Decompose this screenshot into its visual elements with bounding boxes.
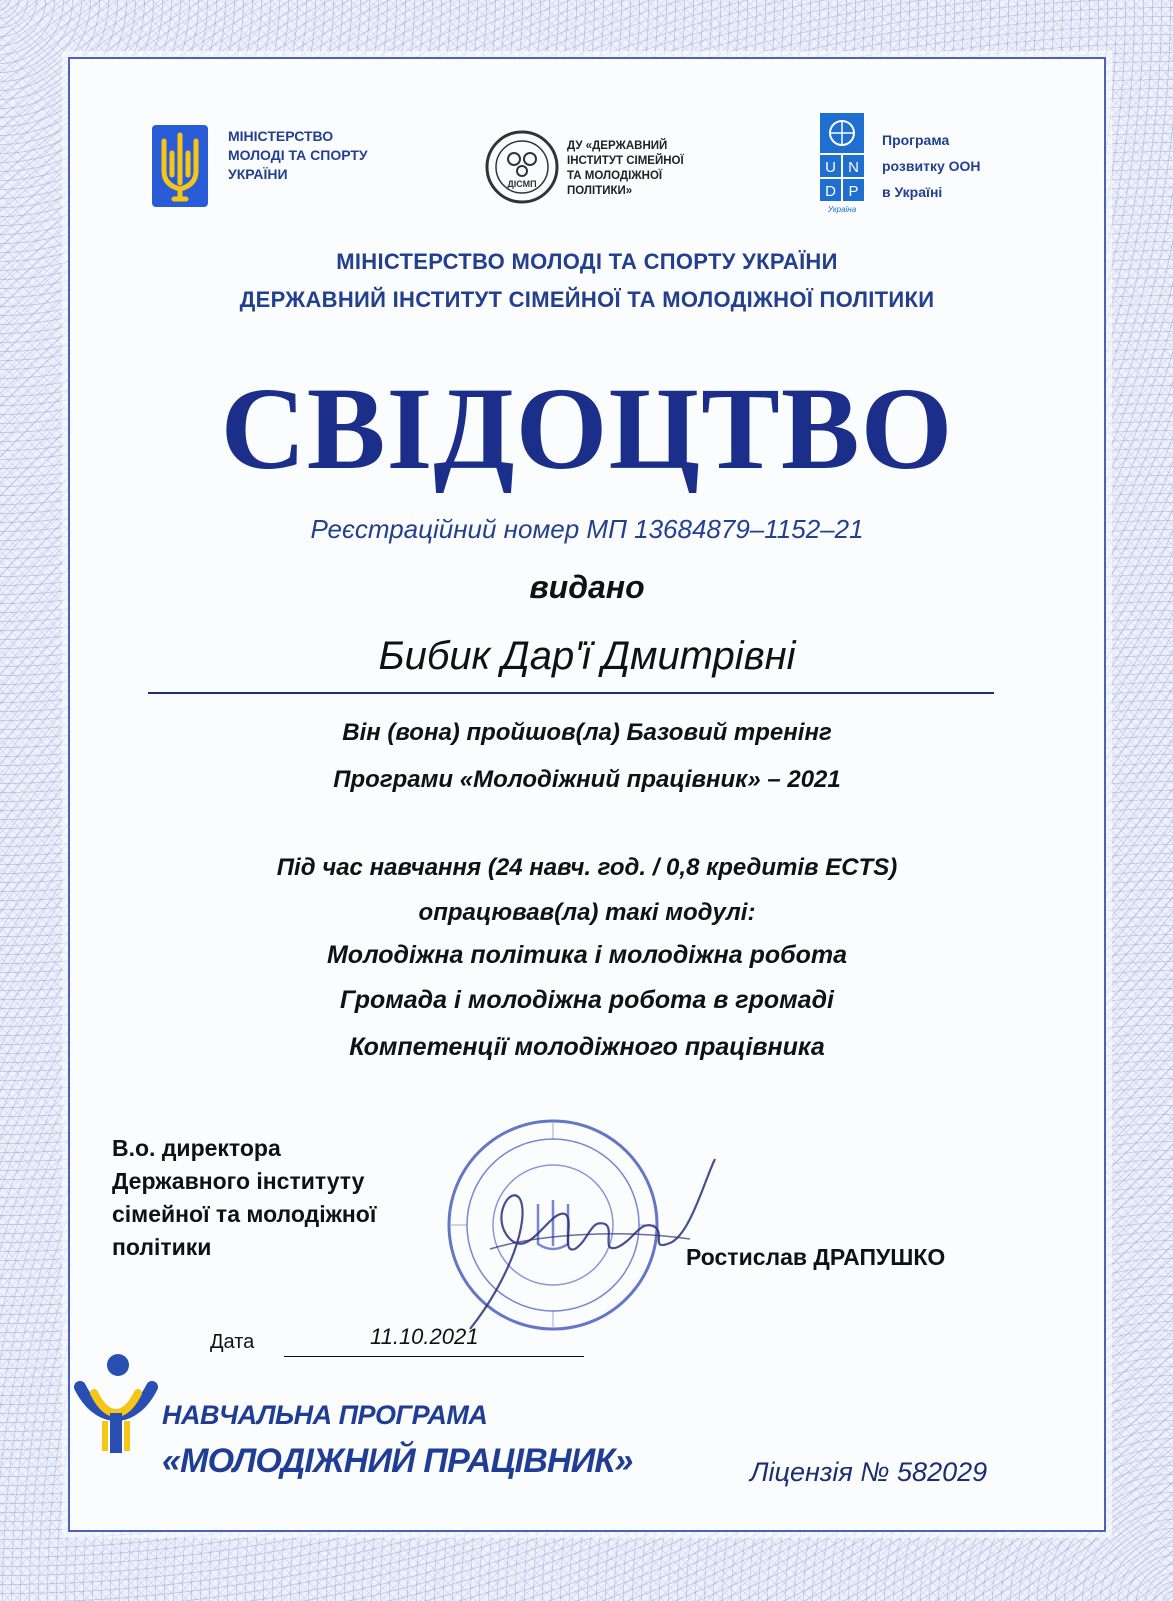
certificate-sheet xyxy=(68,57,1106,1532)
ukraine-trident-icon xyxy=(150,123,210,209)
undp-letter-u: U xyxy=(825,159,836,176)
registration-number: Реєстраційний номер МП 13684879–1152–21 xyxy=(310,514,864,544)
module-item: Молодіжна політика і молодіжна робота xyxy=(326,941,848,969)
undp-caption: Україна xyxy=(827,205,857,214)
statement-line-2: Програми «Молодіжний працівник» – 2021 xyxy=(333,766,841,793)
undp-letter-p: P xyxy=(848,183,859,200)
certificate-title: СВІДОЦТВО xyxy=(220,363,954,494)
program-name-line-1: НАВЧАЛЬНА ПРОГРАМА xyxy=(162,1400,488,1430)
study-line-2: опрацював(ла) такі модулі: xyxy=(418,899,756,926)
module-item: Громада і молодіжна робота в громаді xyxy=(340,986,834,1014)
license-number: Ліцензія № 582029 xyxy=(750,1457,988,1487)
recipient-name: Бибик Дар'ї Дмитрівні xyxy=(378,634,796,678)
undp-logo xyxy=(818,111,868,219)
signer-name: Ростислав ДРАПУШКО xyxy=(686,1244,946,1270)
program-name-line-2: «МОЛОДІЖНИЙ ПРАЦІВНИК» xyxy=(162,1442,633,1480)
recipient-underline xyxy=(148,692,994,694)
date-value: 11.10.2021 xyxy=(370,1324,479,1349)
undp-logo-text: Програма розвитку ООН в Україні xyxy=(882,132,981,200)
institute-emblem-icon xyxy=(484,129,560,205)
module-item: Компетенції молодіжного працівника xyxy=(349,1033,825,1061)
director-title: В.о. директора Державного інституту сімейної та молодіжної політики xyxy=(112,1135,377,1260)
organization-line-1: МІНІСТЕРСТВО МОЛОДІ ТА СПОРТУ УКРАЇНИ xyxy=(336,249,838,274)
study-line-1: Під час навчання (24 навч. год. / 0,8 кредитів ECTS) xyxy=(276,854,898,881)
statement-line-1: Він (вона) пройшов(ла) Базовий тренінг xyxy=(342,719,832,746)
undp-letter-d: D xyxy=(825,183,836,200)
date-underline xyxy=(284,1356,584,1357)
ministry-logo-text: МІНІСТЕРСТВО МОЛОДІ ТА СПОРТУ УКРАЇНИ xyxy=(228,128,368,182)
undp-letter-n: N xyxy=(848,159,859,176)
institute-emblem-abbr: ДІСМП xyxy=(507,179,537,189)
youth-worker-program-logo xyxy=(72,1351,160,1455)
handwritten-signature xyxy=(450,1139,720,1339)
institute-logo-text: ДУ «ДЕРЖАВНИЙ ІНСТИТУТ СІМЕЙНОЇ ТА МОЛОДІЖНОЇ ПОЛІТИКИ» xyxy=(567,140,684,197)
organization-line-2: ДЕРЖАВНИЙ ІНСТИТУТ СІМЕЙНОЇ ТА МОЛОДІЖНОЇ ПОЛІТИКИ xyxy=(239,287,935,312)
issued-label: видано xyxy=(529,569,645,605)
date-label: Дата xyxy=(210,1331,255,1353)
